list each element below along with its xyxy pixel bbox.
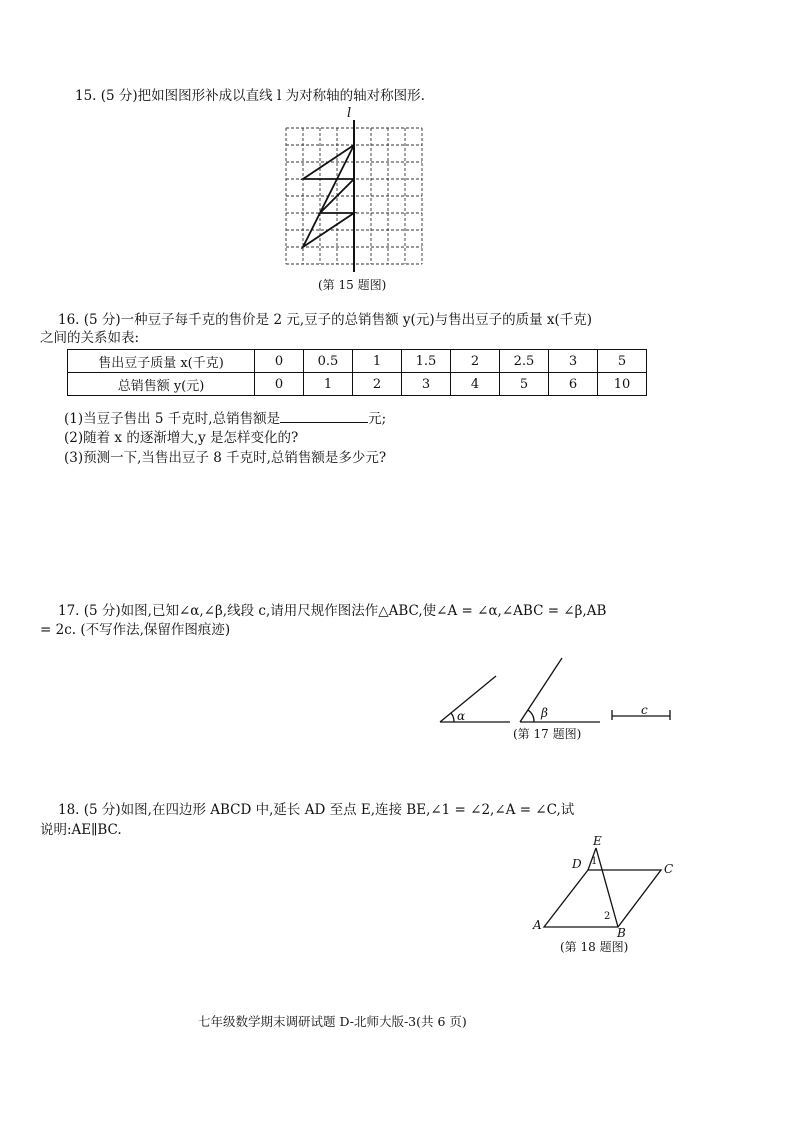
point-label-e: E (593, 834, 602, 848)
table-row-label: 售出豆子质量 x(千克) (68, 350, 255, 373)
question-17-text-cont: = 2c. (不写作法,保留作图痕迹) (40, 622, 231, 638)
q17-figure (430, 650, 680, 730)
question-18-text-cont: 说明:AE∥BC. (40, 822, 122, 838)
q15-caption: (第 15 题图) (318, 278, 387, 292)
table-cell: 0 (255, 373, 304, 396)
table-cell: 5 (500, 373, 549, 396)
page-footer: 七年级数学期末调研试题 D-北师大版-3(共 6 页) (198, 1014, 467, 1029)
answer-blank[interactable] (280, 408, 368, 423)
table-cell: 2 (353, 373, 402, 396)
point-label-c: C (664, 862, 674, 876)
table-cell: 0 (255, 350, 304, 373)
q17-caption: (第 17 题图) (513, 727, 582, 741)
table-cell: 3 (402, 373, 451, 396)
question-15-text: 15. (5 分)把如图图形补成以直线 l 为对称轴的轴对称图形. (75, 88, 425, 104)
angle-alpha-ray-slanted (440, 676, 496, 722)
q15-grid-figure (280, 106, 430, 272)
q18-caption: (第 18 题图) (560, 940, 629, 954)
point-label-a: A (533, 918, 542, 932)
point-label-d: D (572, 857, 582, 871)
quadrilateral-abcd (544, 870, 661, 927)
table-cell: 1.5 (402, 350, 451, 373)
table-row-label: 总销售额 y(元) (68, 373, 255, 396)
q16-sub1-text: (1)当豆子售出 5 千克时,总销售额是 (64, 411, 281, 427)
question-16-text: 16. (5 分)一种豆子每千克的售价是 2 元,豆子的总销售额 y(元)与售出豆子的质量 x(千克) (58, 312, 593, 328)
axis-label-l: l (347, 106, 352, 121)
angle-beta-label: β (541, 706, 548, 720)
question-18-text: 18. (5 分)如图,在四边形 ABCD 中,延长 AD 至点 E,连接 BE,∠1 = ∠2,∠A = ∠C,试 (58, 802, 575, 818)
segment-c-label: c (641, 703, 648, 717)
q16-sub-question-3: (3)预测一下,当售出豆子 8 千克时,总销售额是多少元? (64, 450, 387, 466)
table-cell: 0.5 (304, 350, 353, 373)
angle-alpha-label: α (457, 709, 466, 723)
table-row-mass (68, 350, 647, 373)
angle-label-1: 1 (591, 856, 598, 867)
table-cell: 1 (353, 350, 402, 373)
q16-sub-question-2: (2)随着 x 的逐渐增大,y 是怎样变化的? (64, 430, 299, 446)
table-row-sales (68, 373, 647, 396)
angle-alpha-arc (451, 713, 454, 722)
table-cell: 6 (549, 373, 598, 396)
question-16-text-cont: 之间的关系如表: (40, 330, 140, 346)
angle-beta-arc (528, 710, 534, 722)
q16-sub-question-1 (64, 408, 386, 429)
q16-sub1-unit: 元; (368, 411, 387, 427)
table-cell: 3 (549, 350, 598, 373)
point-label-b: B (617, 926, 626, 940)
table-cell: 2 (451, 350, 500, 373)
table-cell: 4 (451, 373, 500, 396)
q16-data-table (67, 349, 647, 396)
angle-label-2: 2 (604, 911, 611, 922)
table-cell: 1 (304, 373, 353, 396)
question-17-text: 17. (5 分)如图,已知∠α,∠β,线段 c,请用尺规作图法作△ABC,使∠A = ∠α,∠ABC = ∠β,AB (58, 603, 607, 619)
table-cell: 2.5 (500, 350, 549, 373)
table-cell: 5 (598, 350, 647, 373)
table-cell: 10 (598, 373, 647, 396)
